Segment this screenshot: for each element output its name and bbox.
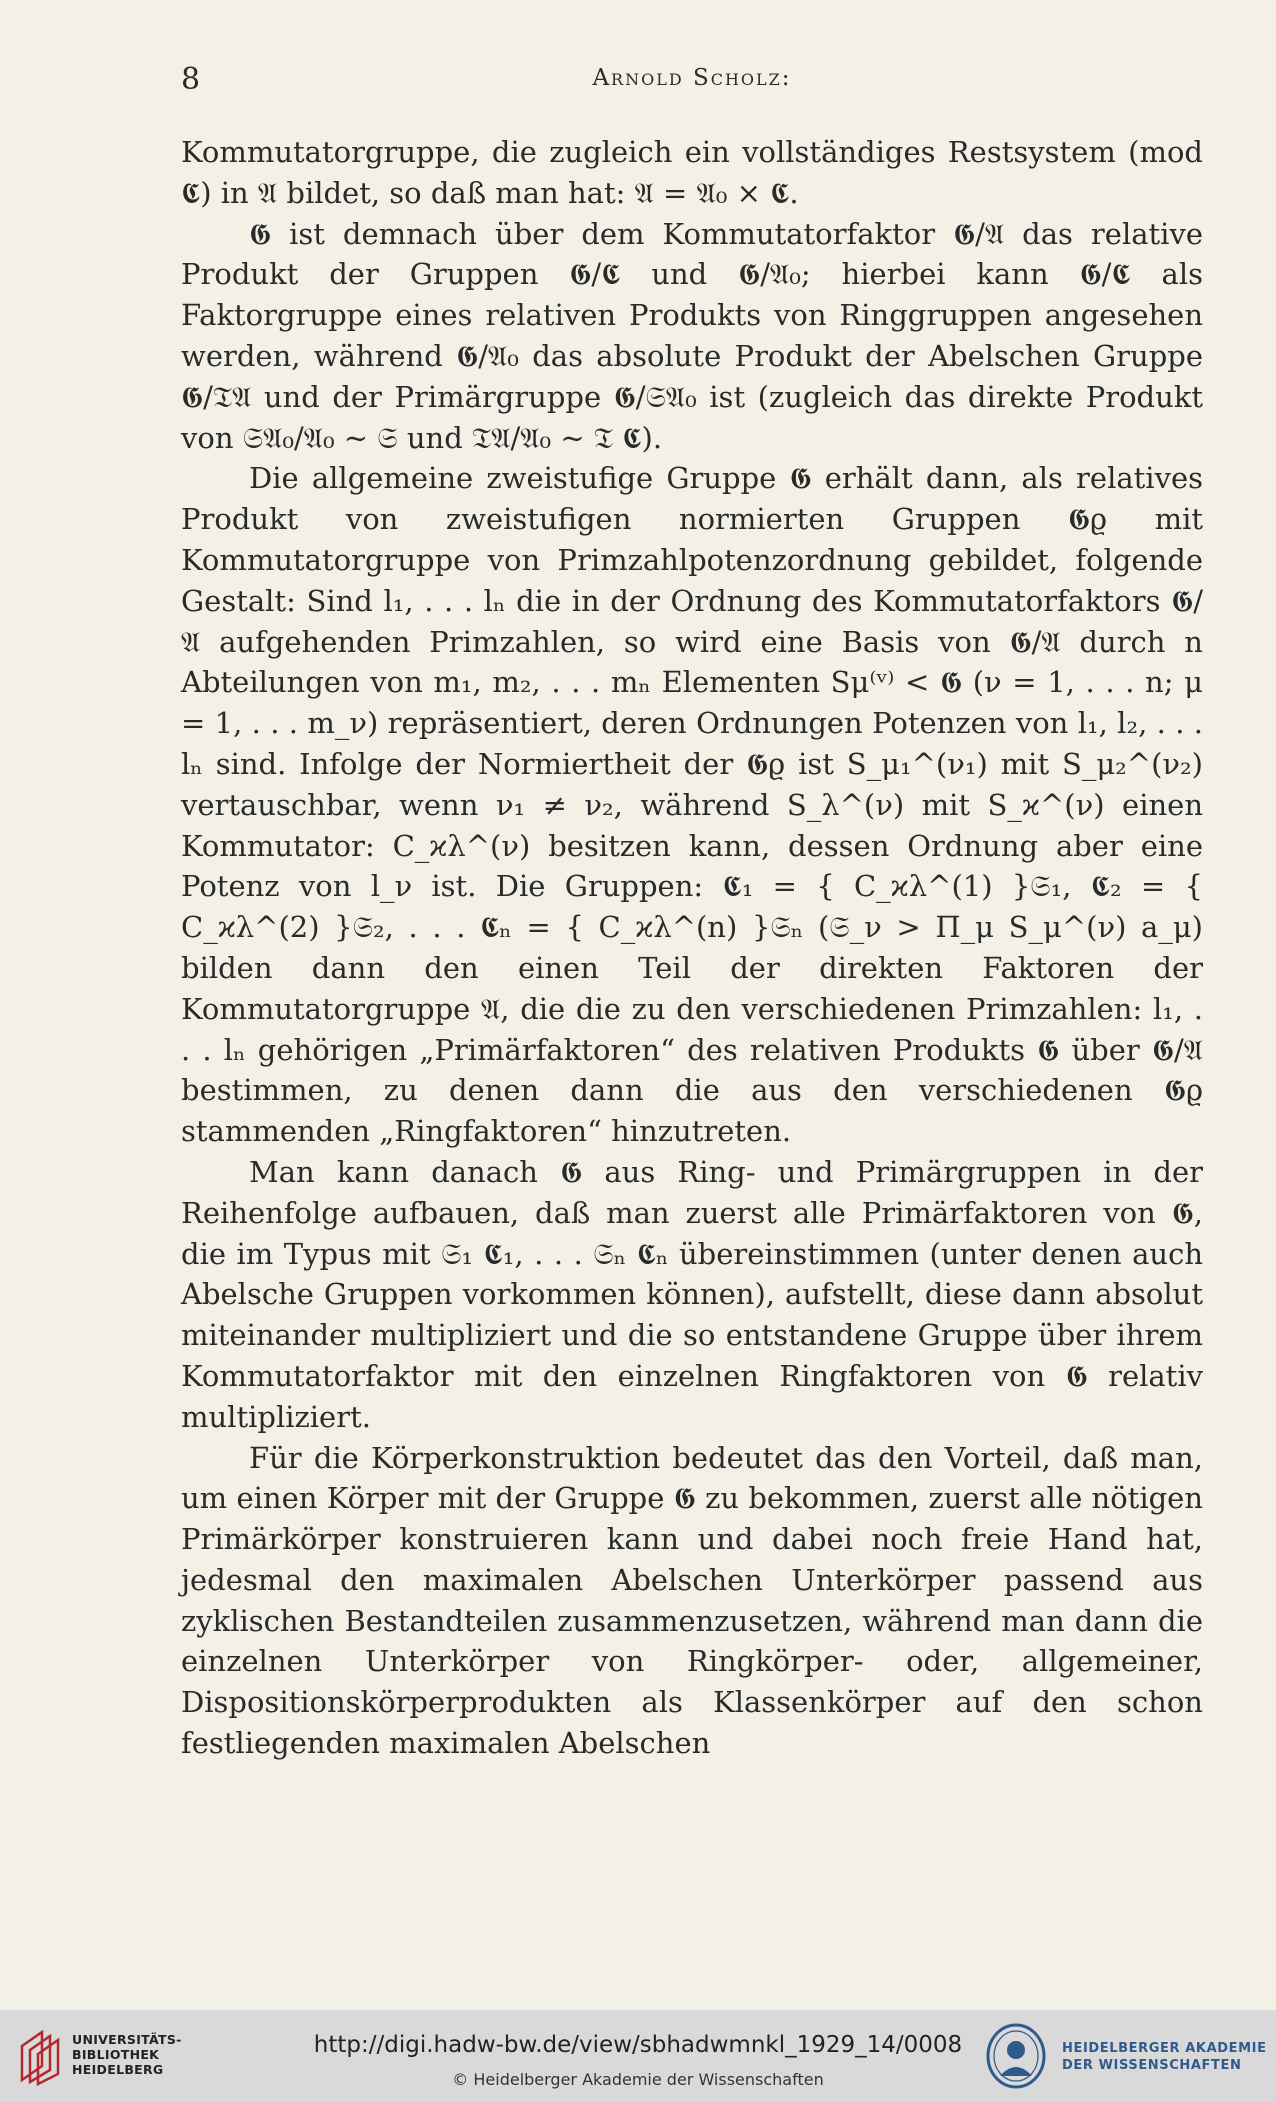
paragraph: 𝕲 ist demnach über dem Kommutatorfaktor 𝕲/𝔄 das relative Produkt der Gruppen 𝕲/𝕮 und 𝕲/𝔄₀; hierbei kann 𝕲/𝕮 als Faktorgruppe eines relativen Produkts von Ringgruppen angesehen werden, während 𝕲/𝔄₀ das absolute Produkt der Abelschen Gruppe 𝕲/𝔗𝔄 und der Primärgruppe 𝕲/𝔖𝔄₀ ist (zugleich das direkte Produkt von 𝔖𝔄₀/𝔄₀ ∼ 𝔖 und 𝔗𝔄/𝔄₀ ∼ 𝔗 𝕮). [181,216,1203,455]
academy-name [1062,2040,1267,2074]
paragraph: Die allgemeine zweistufige Gruppe 𝕲 erhält dann, als relatives Produkt von zweistufigen normierten Gruppen 𝕲ϱ mit Kommutatorgruppe von Primzahlpotenzordnung gebildet, folgende Gestalt: Sind l₁, . . . lₙ die in der Ordnung des Kommutatorfaktors 𝕲/𝔄 aufgehenden Primzahlen, so wird eine Basis von 𝕲/𝔄 durch n Abteilungen von m₁, m₂, . . . mₙ Elementen Sμ⁽ᵛ⁾ < 𝕲 (ν = 1, . . . n; μ = 1, . . . m_ν) repräsentiert, deren Ordnungen Potenzen von l₁, l₂, . . . lₙ sind. Infolge der Normiertheit der 𝕲ϱ ist S_μ₁^(ν₁) mit S_μ₂^(ν₂) vertauschbar, wenn ν₁ ≠ ν₂, während S_λ^(ν) mit S_ϰ^(ν) einen Kommutator: C_ϰλ^(ν) besitzen kann, dessen Ordnung aber eine Potenz von l_ν ist. Die Gruppen: 𝕮₁ = { C_ϰλ^(1) }𝔖₁, 𝕮₂ = { C_ϰλ^(2) }𝔖₂, . . . 𝕮ₙ = { C_ϰλ^(n) }𝔖ₙ (𝔖_ν > Π_μ S_μ^(ν) a_μ) bilden dann den einen Teil der direkten Faktoren der Kommutatorgruppe 𝔄, die die zu den verschiedenen Primzahlen: l₁, . . . lₙ gehörigen „Primärfaktoren“ des relativen Produkts 𝕲 über 𝕲/𝔄 bestimmen, zu denen dann die aus den verschiedenen 𝕲ϱ stammenden „Ringfaktoren“ hinzutreten. [181,461,1203,1149]
academy-portrait-seal-icon[interactable] [984,2022,1048,2090]
library-name-line: HEIDELBERG [72,2062,164,2077]
library-name-line: BIBLIOTHEK [72,2047,160,2062]
paragraph: Für die Körperkonstruktion bedeutet das den Vorteil, daß man, um einen Körper mit der Gruppe 𝕲 zu bekommen, zuerst alle nötigen Primärkörper konstruieren kann und dabei noch freie Hand hat, jedesmal den maximalen Abelschen Unterkörper passend aus zyklischen Bestandteilen zusammenzusetzen, während man dann die einzelnen Unterkörper von Ringkörper- oder, allgemeiner, Dispositionskörperprodukten als Klassenkörper auf den schon festliegenden maximalen Abelschen [181,1440,1203,1761]
copyright-notice: © Heidelberger Akademie der Wissenschaften [452,2070,824,2089]
academy-name-line: HEIDELBERGER AKADEMIE [1062,2041,1267,2056]
body-text [181,132,1203,1764]
library-name-line: UNIVERSITÄTS- [72,2032,182,2047]
paragraph: Kommutatorgruppe, die zugleich ein vollständiges Restsystem (mod 𝕮) in 𝔄 bildet, so daß man hat: 𝔄 = 𝔄₀ × 𝕮. [181,135,1203,210]
footer-bar [0,2010,1276,2102]
paragraph: Man kann danach 𝕲 aus Ring- und Primärgruppen in der Reihenfolge aufbauen, daß man zuerst alle Primärfaktoren von 𝕲, die im Typus mit 𝔖₁ 𝕮₁, . . . 𝔖ₙ 𝕮ₙ übereinstimmen (unter denen auch Abelsche Gruppen vorkommen können), aufstellt, diese dann absolut miteinander multipliziert und die so entstandene Gruppe über ihrem Kommutatorfaktor mit den einzelnen Ringfaktoren von 𝕲 relativ multipliziert. [181,1154,1203,1434]
page-header [181,62,1203,102]
academy-name-line: DER WISSENSCHAFTEN [1062,2058,1242,2073]
running-head: Arnold Scholz: [592,65,792,91]
permalink-url[interactable]: http://digi.hadw-bw.de/view/sbhadwmnkl_1929_14/0008 [313,2032,963,2058]
page-number: 8 [181,62,201,97]
